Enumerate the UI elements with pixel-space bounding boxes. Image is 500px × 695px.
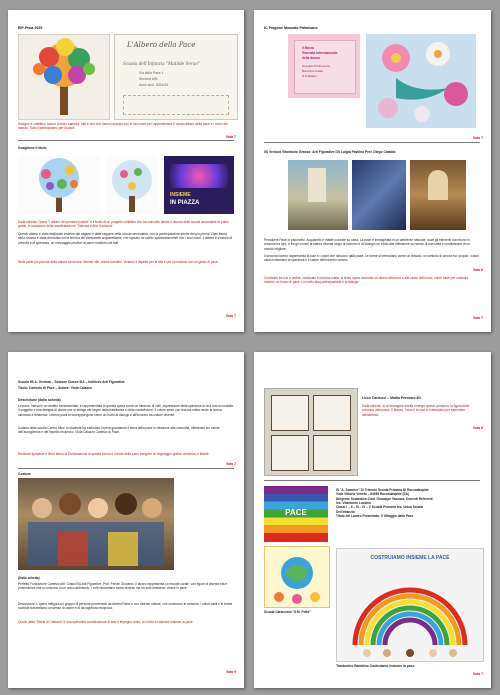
body-text: Dalla scheda: di un'immagine diretta emerge questo pensiero: la figura della colomba della pace. Il bianco, l'ocra e la luce si intrecciano per esprimere delicatezza.: [362, 404, 470, 417]
banner-text: Giornata Internazionale: [302, 51, 338, 55]
peace-flag-image: [264, 486, 328, 542]
card-line: Sezione A/B: [139, 77, 158, 81]
vote-label: Voto 8: [472, 426, 483, 430]
booklet-cover-image: [264, 546, 330, 608]
info-line: Dirigente Scolastica: Dott. Giuseppe Vaccaro; Docenti Referenti: [336, 496, 433, 501]
vote-label: Voto 7: [225, 462, 236, 466]
paper-flowers-image: [366, 34, 476, 128]
card-title: L'Albero della Pace: [127, 41, 196, 49]
section-subtitle: (Dalla scheda): [18, 576, 40, 580]
caption-text: Disegno e collettivo: lavoro di tutti i bambini: tutti e due che hanno lavorato con le loro mani per rappresentare il nostro albero della pace e i colori del mondo. Tutti ci partecipiamo per la pace.: [18, 122, 228, 131]
banner-text: II Marzo: [302, 46, 314, 50]
card-line: Via della Pace 1: [139, 71, 164, 75]
banner-text: della donna: [302, 56, 320, 60]
rainbow-drawing: [336, 548, 484, 662]
tree-detail-image: [106, 156, 158, 214]
framed-artworks-image: [264, 388, 358, 476]
info-line: Ins. Vitantonio Luciano: [336, 500, 372, 505]
page-heading: IC Pragone Moscato Palmisano: [264, 26, 318, 30]
tree-drawing-image: [18, 34, 110, 120]
note-text: Dedicare tipicature e liberi fanno la Dichiarazione di questa scena e il tema della pace eseguire un linguaggio grafico armonico e fedele.: [18, 452, 210, 456]
frame: [271, 435, 309, 471]
body-text: Nella parte più piccola della natura convivono diverse vite, anche bambini. Viviamo il rispetto per la vita e per il prossimo con un gesto di pace.: [18, 260, 219, 264]
body-text: Perdoliere Pace in pacchetto. Acquarello e matite colorate su carta. La pace è immaginata in un ambiente naturale, dove gli elementi convivono in armonia tra loro, e tra gli uomini la natura diventa luogo di incontro e di dialogo; un invito alla riflessione sul senso di comunità e condivisione di un mondo migliore.: [264, 238, 470, 251]
blue-tree-image: [18, 156, 100, 214]
painting-interior: [410, 160, 466, 230]
school-card-image: [114, 34, 238, 120]
frame: [313, 395, 351, 431]
body-text: La pace, intesa in un ambito fondamentale, è rappresentata in questa opera come un intreccio di volti, espressione della speranza di una nuova umanità. Il soggetto e una famiglia di donne che si stringe nel segno della fratellanza e della condivisione. Il colore steso con tecnica mista rende la scena luminosa e dinamica: i diversi piani si sovrappongono come un invito al dialogo e all'incontro tra culture diverse.: [18, 404, 234, 417]
vote-label: Voto 7: [225, 314, 236, 318]
womens-day-banner: [288, 34, 360, 98]
body-text: Contrasto tra luci e ombre, realizzato in tecnica mista: la terza opera racconta un ritorno alla terra e alle radici dell'uomo, come base per costruire insieme un futuro di pace. Un invito alla partecipazione e al dialogo.: [264, 276, 469, 285]
section-title: Descrizione (dalla scheda): [18, 398, 61, 402]
divider: [264, 142, 480, 143]
poster-text: INSIEME: [170, 192, 191, 198]
rainbow-title: COSTRUIAMO INSIEME LA PACE: [370, 555, 450, 561]
page-heading: EIP-Pisla 2025: [18, 26, 43, 30]
painting-arch: [428, 170, 448, 200]
card-line: Anno scol. 2024/25: [139, 83, 169, 87]
paper-flowers-svg: [366, 34, 476, 128]
vote-label: Voto 7: [225, 135, 236, 139]
document-page-2: [254, 10, 491, 332]
painting-landscape: [288, 160, 348, 230]
banner-text: Orgoglio Professione: [302, 64, 331, 68]
mural-painting: [18, 478, 174, 570]
vote-label: Voto 7: [472, 316, 483, 320]
divider: [18, 468, 234, 469]
document-page-3: [8, 352, 244, 688]
mural-svg: [18, 478, 174, 570]
booklet-svg: [265, 547, 329, 607]
bottom-caption: Tamburino Bambino Costruiamo insieme la pace: [336, 664, 415, 668]
painting-abstract: [352, 160, 406, 230]
body-text: Descrizione: L'opera raffigura un gruppo di persone provenienti da diversi Paesi e con diverse culture, che convivono in armonia. I colori caldi e le forme morbide trasmettono un senso di calore e di accoglienza reciproca.: [18, 602, 233, 611]
body-text: Il secondo lavoro rappresenta la luce e i colori che nascono dalla pace. Le forme si intrecciano come un tessuto, un simbolo di unione tra i popoli; i colori caldi richiamano la speranza e il calore dell'incontro umano.: [264, 254, 479, 263]
note-text: Quello della "Storia di Oristano" è una splendida combinazione di arte e impegno civile, un invito a costruire insieme la pace.: [18, 620, 194, 624]
vote-label: Voto 7: [472, 136, 483, 140]
info-line: IS "A. Sommer" Di Triennio Scuola Primaria Di Roccadaspide: [336, 488, 429, 492]
info-line: Dell'infanzia: [336, 509, 355, 514]
banner-text: Bambina Grade: [302, 69, 324, 73]
body-text: Questo albero è stato realizzato insieme dai ragazzi e dalle ragazze della scuola secondaria, con la partecipazione anche dei più piccoli. Ogni forma nella chioma è stata decorata con la tecnica del pennarello acquerellabile, che ognuno ha scelto spontaneamente con i suoi colori. L'albero è simbolo di crescita e di speranza, un messaggio positivo di pace condiviso da tutti.: [18, 232, 232, 245]
card-line: Scuola dell'Infanzia "Matilde Serao": [123, 61, 200, 66]
info-line: Titolo del Lavoro Presentato: Il Villaggio della Pace: [336, 513, 414, 518]
info-line: Viale Vittorio Veneto – 84069 Roccadaspide (SA): [336, 492, 410, 497]
body-text: Collana della scuola Centro Altro: lo studente ha elaborato l'opera guardando il tema della pace in relazione alla comunità, riflettendo sul valore dell'accoglienza e del rispetto reciproco. Viola Caiazzo Cartesio di Pace.: [18, 426, 220, 435]
blue-tree-svg: [18, 156, 100, 214]
caption-title: Liceo Carducci – Mattia Pecoraro IID: [362, 396, 421, 400]
painting-tower: [308, 168, 326, 202]
event-poster-image: [164, 156, 234, 214]
page-subheading: Titolo: Cartesio di Pace – Autore: Viola Caiazzo: [18, 386, 92, 390]
school-info: [336, 488, 482, 518]
frame: [313, 435, 351, 471]
document-page-1: [8, 10, 244, 332]
poster-art: [170, 164, 228, 188]
vote-label: Voto 9: [225, 670, 236, 674]
tree-detail-svg: [106, 156, 158, 214]
divider: [264, 480, 480, 481]
body-text: Dalla scheda: Opera "L'albero dei pensieri positivi" è il frutto di un progetto collettivo che ha coinvolto alunni e alunne delle scuole secondarie di primo grado, in occasione della manifestazione "Scienza e Arte in piazza".: [18, 220, 229, 229]
frame: [271, 395, 309, 431]
info-line: Classi I – II – III – IV – V Scuola Primaria Ins. Unica Scuola: [336, 505, 424, 510]
document-page-4: [254, 352, 491, 688]
vote-label: Voto 8: [472, 268, 483, 272]
card-stamp-area: [123, 95, 229, 115]
section-title: IIS Ventura Vitantonio Grasso: Arti Figurative DS Luigia Pavilina Prof. Diego Cataldo: [264, 150, 396, 154]
cover-caption: Scuola Caracciolo "S.M. Polia": [264, 610, 311, 614]
rainbow-svg: [337, 549, 483, 661]
section-title: Costure: [18, 472, 31, 476]
tree-drawing-svg: [19, 35, 109, 119]
section-title: Guaglione il titolo: [18, 146, 47, 150]
body-text: Perfetto Fondazione Cartesio Arti: Classi IIIA Arti Figurative. Prof. Ferrari Giovanni. Il lavoro rappresenta un murale corale, con figure di diverse età e provenienze che si uniscono in un unico abbraccio. I volti raccontano storie diverse ma un solo desiderio: vivere in pace.: [18, 582, 228, 591]
flag-word: PACE: [285, 508, 307, 517]
poster-text: IN PIAZZA: [170, 200, 200, 206]
page-heading: Scuola IIS A. Ventura – Sezione Classe IIIA – Indirizzo Arti Figurative: [18, 380, 125, 384]
banner-text: di Palidano: [302, 74, 317, 78]
vote-label: Voto 7: [472, 672, 483, 676]
divider: [18, 140, 234, 141]
